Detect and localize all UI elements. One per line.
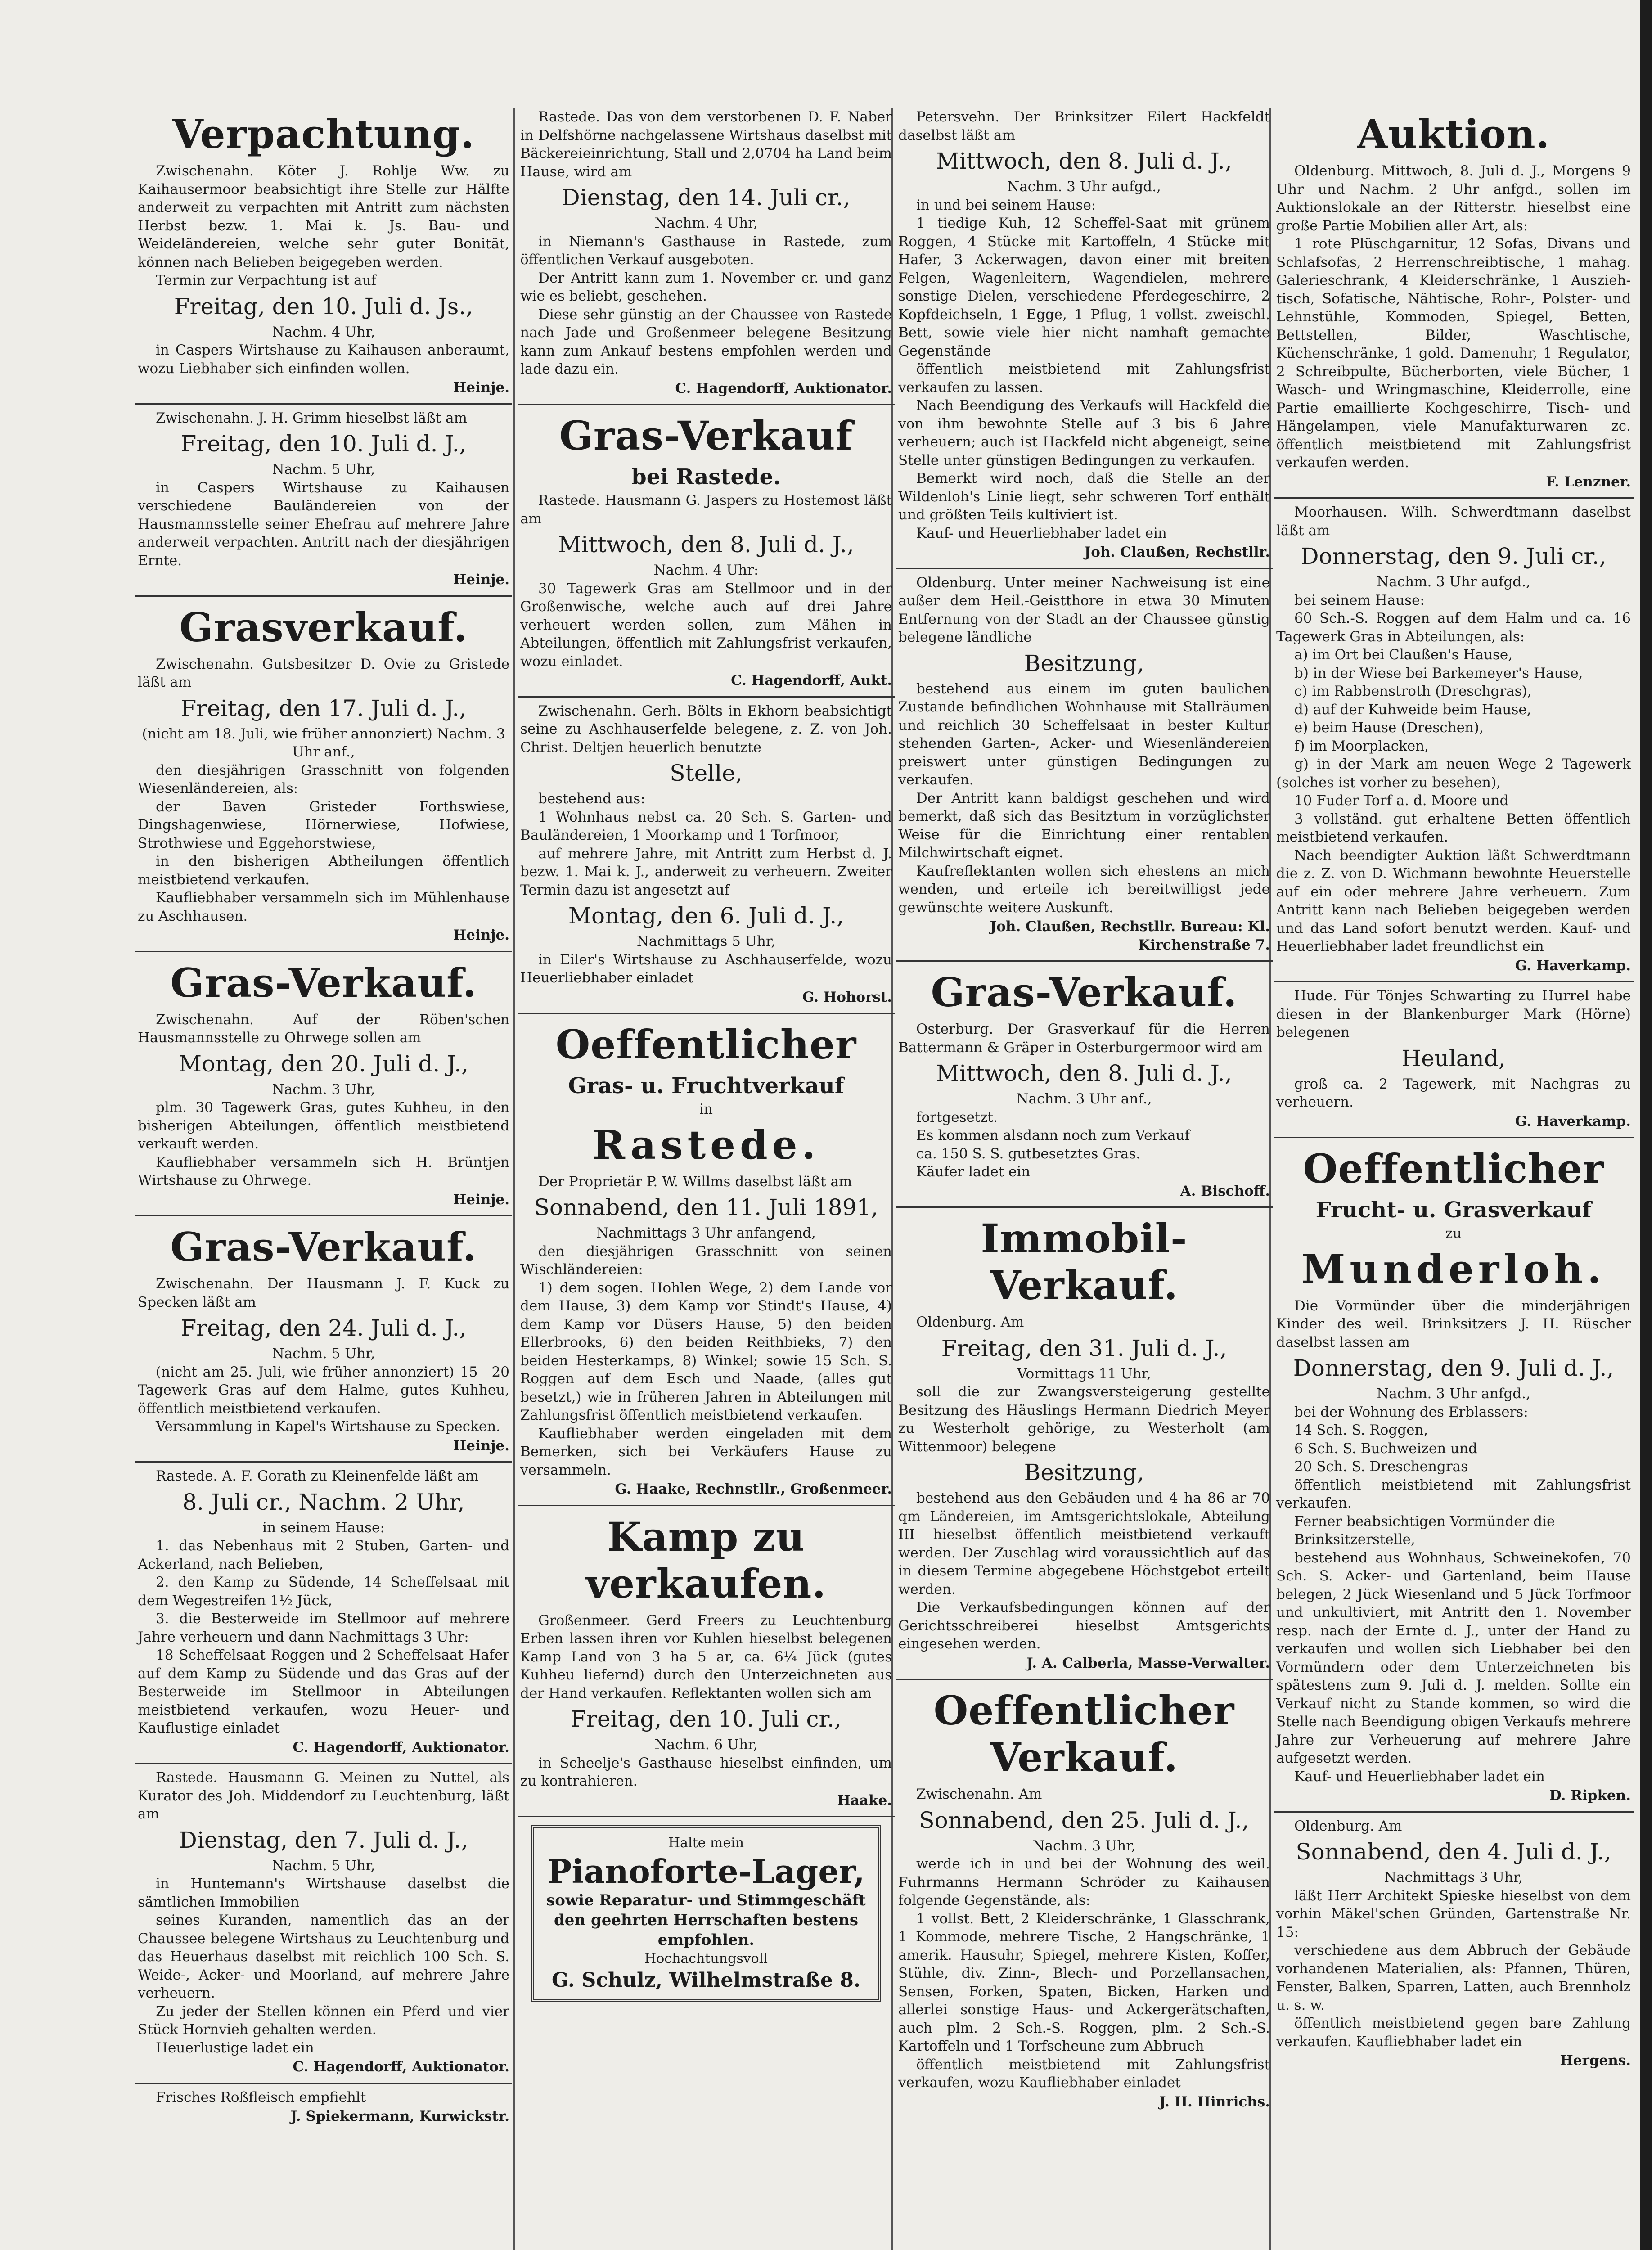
ad-signature: F. Lenzner.: [1546, 473, 1631, 490]
ad-text: öffentlich meistbietend gegen bare Zahlung verkaufen. Kaufliebhaber ladet ein: [1276, 2015, 1631, 2050]
advertisement: [135, 1462, 512, 1764]
ad-time: Nachm. 3 Uhr,: [272, 1081, 375, 1098]
ad-text: Der Antritt kann zum 1. November cr. und ganz wie es beliebt, geschehen.: [520, 270, 892, 304]
ad-signature: A. Bischoff.: [1180, 1183, 1270, 1199]
ad-text: fortgesetzt.: [916, 1109, 998, 1125]
ad-signature: Heinje.: [453, 1191, 509, 1208]
advertisement: [518, 104, 895, 405]
ad-text: Kaufliebhaber versammeln sich im Mühlenhause zu Aschhausen.: [138, 890, 509, 924]
ad-text: Rastede. Hausmann G. Jaspers zu Hostemost läßt am: [520, 492, 892, 527]
ad-text: bestehend aus Wohnhaus, Schweinekofen, 70 Sch. S. Acker- und Gartenland, beim Hause belegen, 2 Jück Wiesenland und 5 Jück Torfmoor und unkultiviert, mit Antritt den 1. November resp. nach der Ernte d. J., unter der Hand zu verkaufen und wollen sich Liebhaber bei den Vormündern oder dem Unterzeichneten bis spätestens zum 9. Juli d. J. melden. Sollte ein Verkauf nicht zu Stande kommen, so wird die Stelle nach Beendigung obigen Verkaufs mehrere Jahre zur Verheuerung auf mehrere Jahre aufgesetzt werden.: [1276, 1549, 1631, 1766]
ad-text: Brinksitzerstelle,: [1294, 1531, 1415, 1548]
ad-signature: Joh. Claußen, Rechstllr. Bureau: Kl. Kirchenstraße 7.: [990, 918, 1270, 953]
ad-signature: J. Spiekermann, Kurwickstr.: [290, 2108, 509, 2124]
column-1: [135, 104, 512, 2250]
ad-date: Freitag, den 24. Juli d. J.,: [180, 1315, 467, 1341]
ad-headline: Gras-Verkauf.: [931, 969, 1238, 1016]
advertisement: [1274, 1138, 1634, 1813]
ad-signature: C. Hagendorff, Auktionator.: [293, 2059, 509, 2075]
ad-text: Kauf- und Heuerliebhaber ladet ein: [916, 525, 1167, 541]
ad-text: Rastede. Hausmann G. Meinen zu Nuttel, als Kurator des Joh. Middendorf zu Leuchtenburg, läßt am: [138, 1769, 509, 1822]
ad-date: Donnerstag, den 9. Juli cr.,: [1301, 543, 1607, 569]
ad-text: Zwischenahn. Köter J. Rohlje Ww. zu Kaihausermoor beabsichtigt ihre Stelle zur Hälfte anderweit zu verpachten mit Antritt zum nächsten Herbst bezw. 1. Mai k. Js. Bau- und Weideländereien, welche sehr guter Bonität, können nach Belieben beigegeben werden.: [138, 163, 509, 270]
box-headline: Pianoforte-Lager,: [547, 1852, 865, 1890]
ad-text: Es kommen alsdann noch zum Verkauf: [916, 1127, 1190, 1143]
ad-signature: J. A. Calberla, Masse-Verwalter.: [1026, 1655, 1270, 1671]
ad-headline: Oeffentlicher: [1303, 1145, 1604, 1192]
ad-time: Nachm. 5 Uhr,: [272, 461, 375, 477]
column-rule: [513, 108, 515, 2250]
ad-text: Zwischenahn. Am: [916, 1786, 1042, 1802]
ad-text: Die Vormünder über die minderjährigen Kinder des weil. Brinksitzers J. H. Rüscher daselbst lassen am: [1276, 1297, 1631, 1350]
ad-time: (nicht am 18. Juli, wie früher annonziert) Nachm. 3 Uhr anf.,: [142, 725, 505, 760]
advertisement: [896, 1680, 1273, 2117]
ad-date: Stelle,: [670, 760, 743, 786]
ad-text: 3. die Besterweide im Stellmoor auf mehrere Jahre verheuern und dann Nachmittags 3 Uhr:: [138, 1611, 509, 1645]
ad-signature: Heinje.: [453, 379, 509, 396]
ad-date: Dienstag, den 7. Juli d. J.,: [179, 1827, 468, 1853]
ad-signature: Haake.: [837, 1792, 892, 1809]
ad-text: Termin zur Verpachtung ist auf: [156, 272, 377, 288]
ad-date: 8. Juli cr., Nachm. 2 Uhr,: [182, 1489, 465, 1515]
ad-text: Oldenburg. Am: [916, 1314, 1024, 1330]
ad-text: 1 rote Plüschgarnitur, 12 Sofas, Divans und Schlafsofas, 2 Herrenschreibtische, 1 mahag. Galerieschrank, 4 Kleiderschränke, 1 Auszieh-tisch, Sofatische, Nähtische, Rohr-, Polster- und Lehnstühle, Kommoden, Spiegel, Betten, Bettstellen, Bilder, Waschtische, Küchenschränke, 1 gold. Damenuhr, 1 Regulator, 2 Schreibpulte, Bücherborten, viele Bücher, 1 Wasch- und Wringmaschine, Kleiderrolle, eine Partie emaillierte Kochgeschirre, Tisch- und Hängelampen, viele Manufakturwaren zc. öffentlich meistbietend mit Zahlungsfrist verkaufen werden.: [1276, 236, 1631, 471]
ad-headline: Verpachtung.: [172, 111, 475, 158]
ad-text: Petersvehn. Der Brinksitzer Eilert Hackfeldt daselbst läßt am: [898, 109, 1270, 144]
ad-subheadline: Gras- u. Fruchtverkauf: [568, 1073, 844, 1098]
ad-signature: Heinje.: [453, 1437, 509, 1454]
ad-text: 20 Sch. S. Dreschengras: [1294, 1458, 1468, 1475]
ad-time: Nachm. 3 Uhr anfgd.,: [1377, 1386, 1530, 1402]
ad-headline: Immobil-Verkauf.: [981, 1215, 1188, 1309]
ad-text: Nach Beendigung des Verkaufs will Hackfeld die von ihm bewohnte Stelle auf 3 bis 6 Jahre verheuern; auch ist Hackfeld nicht abgeneigt, seine Stelle unter günstigen Bedingungen zu verkaufen.: [898, 397, 1270, 468]
ad-text: verschiedene aus dem Abbruch der Gebäude vorhandenen Materialien, als: Pfannen, Thüren, Fenster, Balken, Sparren, Latten, auch Brennholz u. s. w.: [1276, 1942, 1631, 2013]
ad-date: Heuland,: [1401, 1045, 1506, 1071]
ad-text: Oldenburg. Mittwoch, 8. Juli d. J., Morgens 9 Uhr und Nachm. 2 Uhr anfgd., sollen im Auktionslokale an der Ritterstr. hieselbst eine große Partie Mobilien aller Art, als:: [1276, 163, 1631, 234]
ad-signature: C. Hagendorff, Auktionator.: [293, 1739, 509, 1755]
ad-text: 18 Scheffelsaat Roggen und 2 Scheffelsaat Hafer auf dem Kamp zu Südende und das Gras auf der Besterweide im Stellmoor in Abteilungen meistbietend verkaufen, wozu Heuer- und Kauflustige einladet: [138, 1647, 509, 1736]
ad-text: der Baven Gristeder Forthswiese, Dingshagenwiese, Hörnerwiese, Hofwiese, Strothwiese und Eggehorstwiese,: [138, 798, 509, 851]
ad-date: Dienstag, den 14. Juli cr.,: [562, 184, 851, 211]
ad-text: seines Kuranden, namentlich das an der Chaussee belegene Wirtshaus zu Leuchtenburg und das Heuerhaus daselbst mit reichlich 100 Sch. S. Weide-, Acker- und Moorland, auf mehrere Jahre verheuern.: [138, 1912, 509, 2001]
advertisement: [896, 569, 1273, 962]
ad-text: den diesjährigen Grasschnitt von seinen Wischländereien:: [520, 1243, 892, 1278]
ad-signature: Heinje.: [453, 927, 509, 943]
ad-text: in und bei seinem Hause:: [916, 197, 1096, 213]
advertisement: [135, 1216, 512, 1462]
advertisement: [518, 405, 895, 698]
ad-text: 1. das Nebenhaus mit 2 Stuben, Garten- und Ackerland, nach Belieben,: [138, 1538, 509, 1572]
ad-text: 1) dem sogen. Hohlen Wege, 2) dem Lande vor dem Hause, 3) dem Kamp vor Stindt's Hause, 4) dem Kamp vor Düsers Hause, 5) den beiden Ellerbrooks, 6) den beiden Reithbieks, 7) den beiden Hesterkamps, 8) Winkel; sowie 15 Sch. S. Roggen auf dem Esch und Naade, (alles gut besetzt,) wie in früheren Jahren in Abteilungen mit Zahlungsfrist öffentlich meistbietend verkaufen.: [520, 1279, 892, 1423]
ad-text: Kaufliebhaber versammeln sich H. Brüntjen Wirtshause zu Ohrwege.: [138, 1154, 509, 1188]
ad-text: 10 Fuder Torf a. d. Moore und: [1294, 792, 1509, 809]
ad-text: Moorhausen. Wilh. Schwerdtmann daselbst läßt am: [1276, 504, 1631, 539]
ad-text: Zwischenahn. Auf der Röben'schen Hausmannsstelle zu Ohrwege sollen am: [138, 1011, 509, 1046]
ad-text: den diesjährigen Grasschnitt von folgenden Wiesenländereien, als:: [138, 762, 509, 796]
advertisement: [135, 952, 512, 1217]
ad-text: in Caspers Wirtshause zu Kaihausen anberaumt, wozu Liebhaber sich einfinden wollen.: [138, 342, 509, 377]
advertisement: [518, 698, 895, 1014]
ad-date: Mittwoch, den 8. Juli d. J.,: [936, 148, 1232, 174]
ad-headline: Gras-Verkauf: [559, 412, 853, 459]
ad-text: b) in der Wiese bei Barkemeyer's Hause,: [1294, 665, 1583, 681]
ad-text: Kauf- und Heuerliebhaber ladet ein: [1294, 1768, 1545, 1785]
ad-signature: Heinje.: [453, 572, 509, 588]
piano-advertisement-box: [531, 1825, 881, 2002]
ad-time: Nachmittags 3 Uhr anfangend,: [596, 1225, 816, 1241]
ad-time: Vormittags 11 Uhr,: [1017, 1365, 1151, 1382]
ad-place-headline: Munderloh.: [1301, 1245, 1606, 1292]
ad-date: Sonnabend, den 11. Juli 1891,: [534, 1194, 878, 1220]
box-line: sowie Reparatur- und Stimmgeschäft den geehrten Herrschaften bestens empfohlen.: [546, 1891, 866, 1949]
ad-text: Zwischenahn. Gutsbesitzer D. Ovie zu Gristede läßt am: [138, 656, 509, 690]
ad-text: in Caspers Wirtshause zu Kaihausen verschiedene Bauländereien von der Hausmannsstelle seiner Ehefrau auf mehrere Jahre anderweit verpachten. Antritt nach der diesjährigen Ernte.: [138, 479, 509, 569]
ad-text: Die Verkaufsbedingungen können auf der Gerichtsschreiberei hieselbst Amtsgerichts eingesehen werden.: [898, 1599, 1270, 1652]
column-3: [896, 104, 1273, 2250]
ad-text: Großenmeer. Gerd Freers zu Leuchtenburg Erben lassen ihren vor Kuhlen hieselbst belegenen Kamp Land von 3 ha 5 ar, ca. 6¼ Jück (gutes Kuhheu liefernd) durch den Unterzeichneten aus der Hand verkaufen. Reflektanten wollen sich am: [520, 1612, 892, 1701]
ad-text: in Scheelje's Gasthause hieselbst einfinden, um zu kontrahieren.: [520, 1755, 892, 1789]
advertisement: [135, 1764, 512, 2084]
ad-date: Donnerstag, den 9. Juli d. J.,: [1293, 1355, 1614, 1381]
ad-text: ca. 150 S. S. gutbesetztes Gras.: [916, 1145, 1141, 1162]
ad-text: 1 vollst. Bett, 2 Kleiderschränke, 1 Glasschrank, 1 Kommode, mehrere Tische, 2 Hangschränke, 1 amerik. Hausuhr, Spiegel, mehrere Kisten, Koffer, Stühle, div. Zinn-, Blech- und Porzellansachen, Sensen, Forken, Spaten, Bicken, Harken und allerlei sonstige Haus- und Ackergerätschaften, auch plm. 2 Sch.-S. Roggen, plm. 2 Sch.-S. Kartoffeln und 1 Torfscheune zum Abbruch: [898, 1910, 1270, 2054]
ad-text: Bemerkt wird noch, daß die Stelle an der Wildenloh's Linie liegt, sehr schweren Torf enthält und größten Teils kultiviert ist.: [898, 470, 1270, 523]
ad-text: Zwischenahn. J. H. Grimm hieselbst läßt am: [156, 410, 468, 426]
ad-date: Mittwoch, den 8. Juli d. J.,: [936, 1060, 1232, 1086]
advertisement: [1274, 982, 1634, 1138]
ad-text: bestehend aus einem im guten baulichen Zustande befindlichen Wohnhause mit Stallräumen und reichlich 30 Scheffelsaat in bester Kultur stehenden Garten-, Acker- und Wiesenländereien preiswert unter günstigen Bedingungen zu verkaufen.: [898, 680, 1270, 788]
ad-date: Freitag, den 17. Juli d. J.,: [180, 695, 467, 721]
ad-text: Zwischenahn. Gerh. Bölts in Ekhorn beabsichtigt seine zu Aschhauserfelde belegene, z. Z. von Joh. Christ. Deltjen heuerlich benutzte: [520, 702, 892, 756]
ad-text: werde ich in und bei der Wohnung des weil. Fuhrmanns Hermann Schröder zu Kaihausen folgende Gegenstände, als:: [898, 1856, 1270, 1908]
ad-headline: Oeffentlicher Verkauf.: [933, 1687, 1235, 1781]
ad-signature: G. Haverkamp.: [1515, 1113, 1631, 1130]
ad-time: Nachm. 3 Uhr anf.,: [1016, 1091, 1152, 1107]
advertisement: [1274, 1813, 1634, 2076]
ad-time: Nachmittags 3 Uhr,: [1384, 1869, 1523, 1886]
ad-text: Kaufliebhaber werden eingeladen mit dem Bemerken, sich bei Verkäufers Hause zu versammeln.: [520, 1425, 892, 1478]
ad-text: Oldenburg. Unter meiner Nachweisung ist eine außer dem Heil.-Geistthore in etwa 30 Minuten Entfernung von der Stadt an der Chaussee günstig belegene ländliche: [898, 574, 1270, 645]
ad-text: Versammlung in Kapel's Wirtshause zu Specken.: [156, 1418, 501, 1435]
ad-text: plm. 30 Tagewerk Gras, gutes Kuhheu, in den bisherigen Abteilungen, öffentlich meistbietend verkauft werden.: [138, 1099, 509, 1152]
ad-text: Heuerlustige ladet ein: [156, 2039, 314, 2056]
ad-text: Diese sehr günstig an der Chaussee von Rastede nach Jade und Großenmeer belegene Besitzung kann zum Ankauf bestens empfohlen werden und lade dazu ein.: [520, 306, 892, 377]
ad-text: in Niemann's Gasthause in Rastede, zum öffentlichen Verkauf ausgeboten.: [520, 233, 892, 268]
ad-text: 30 Tagewerk Gras am Stellmoor und in der Großenwische, welche auch auf drei Jahre verheuert werden sollen, zum Mähen in Abteilungen, öffentlich mit Zahlungsfrist verkaufen, wozu einladet.: [520, 580, 892, 670]
ad-text: läßt Herr Architekt Spieske hieselbst von dem vorhin Mäkel'schen Gründen, Gartenstraße Nr. 15:: [1276, 1887, 1631, 1940]
ad-headline: Oeffentlicher: [555, 1021, 857, 1068]
ad-date: Freitag, den 10. Juli d. J.,: [180, 431, 467, 457]
ad-date: Besitzung,: [1024, 650, 1144, 676]
ad-time: Nachm. 3 Uhr aufgd.,: [1007, 179, 1161, 195]
ad-text: Osterburg. Der Grasverkauf für die Herren Battermann & Gräper in Osterburgermoor wird am: [898, 1021, 1270, 1056]
ad-signature: J. H. Hinrichs.: [1159, 2093, 1270, 2110]
advertisement: [135, 405, 512, 597]
ad-text: in den bisherigen Abtheilungen öffentlich meistbietend verkaufen.: [138, 853, 509, 888]
ad-text: bestehend aus:: [538, 791, 645, 807]
advertisement: [1274, 104, 1634, 499]
ad-headline: Gras-Verkauf.: [170, 1224, 477, 1270]
column-4: [1274, 104, 1634, 2250]
advertisement: [135, 2084, 512, 2132]
advertisement: [896, 1208, 1273, 1680]
ad-subheadline: bei Rastede.: [631, 464, 781, 490]
ad-text: soll die zur Zwangsversteigerung gestellte Besitzung des Häuslings Hermann Diedrich Meyer zu Westerholt gehörige, zu Westerholt (am Wittenmoor) belegene: [898, 1384, 1270, 1455]
ad-time: Nachmittags 5 Uhr,: [636, 933, 776, 950]
ad-text: (nicht am 25. Juli, wie früher annonziert) 15—20 Tagewerk Gras auf dem Halme, gutes Kuhheu, öffentlich meistbietend verkaufen.: [138, 1364, 509, 1417]
ad-text: Nach beendigter Auktion läßt Schwerdtmann die z. Z. von D. Wichmann bewohnte Heuerstelle auf ein oder mehrere Jahre verheuern. Zum Antritt kann nach Belieben beigegeben werden und das Land sofort benutzt werden. Kauf- und Heuerliebhaber ladet freundlichst ein: [1276, 847, 1631, 954]
ad-text: Rastede. Das von dem verstorbenen D. F. Naber in Delfshörne nachgelassene Wirtshaus daselbst mit Bäckereieinrichtung, Stall und 2,0704 ha Land beim Hause, wird am: [520, 109, 892, 180]
ad-text: 6 Sch. S. Buchweizen und: [1294, 1440, 1477, 1457]
ad-time: Nachm. 6 Uhr,: [654, 1737, 758, 1753]
ad-text: öffentlich meistbietend mit Zahlungsfrist verkaufen zu lassen.: [898, 361, 1270, 396]
ad-date: Freitag, den 10. Juli cr.,: [571, 1706, 842, 1732]
ad-text: in Huntemann's Wirtshause daselbst die sämtlichen Immobilien: [138, 1876, 509, 1910]
ad-signature: Joh. Claußen, Rechstllr.: [1084, 544, 1270, 560]
ad-subheadline: in: [699, 1101, 713, 1117]
ad-time: Nachm. 4 Uhr,: [272, 324, 375, 340]
ad-headline: Kamp zu verkaufen.: [586, 1513, 826, 1607]
ad-text: bestehend aus den Gebäuden und 4 ha 86 ar 70 qm Ländereien, im Amtsgerichtslokale, Abteilung III hieselbst öffentlich meistbietend verkauft werden. Der Zuschlag wird voraussichtlich auf das in diesem Termine abgegebene Höchstgebot erteilt werden.: [898, 1490, 1270, 1598]
ad-place-headline: Rastede.: [592, 1121, 820, 1168]
ad-text: 3 vollständ. gut erhaltene Betten öffentlich meistbietend verkaufen.: [1276, 810, 1631, 845]
ad-text: öffentlich meistbietend mit Zahlungsfrist verkaufen, wozu Kaufliebhaber einladet: [898, 2056, 1270, 2091]
ad-date: Freitag, den 31. Juli d. J.,: [941, 1335, 1227, 1361]
ad-subheadline: zu: [1445, 1225, 1462, 1242]
advertisement: [518, 1014, 895, 1506]
ad-text: öffentlich meistbietend mit Zahlungsfrist verkaufen.: [1276, 1476, 1631, 1511]
ad-date: Besitzung,: [1024, 1459, 1144, 1485]
ad-text: a) im Ort bei Claußen's Hause,: [1294, 647, 1513, 663]
ad-subheadline: Frucht- u. Grasverkauf: [1315, 1197, 1592, 1223]
ad-text: c) im Rabbenstroth (Dreschgras),: [1294, 683, 1532, 699]
ad-headline: Auktion.: [1357, 111, 1550, 158]
ad-time: Nachm. 5 Uhr,: [272, 1857, 375, 1874]
ad-time: Nachm. 3 Uhr,: [1032, 1837, 1136, 1854]
ad-text: 1 tiedige Kuh, 12 Scheffel-Saat mit grünem Roggen, 4 Stücke mit Kartoffeln, 4 Stücke mit Hafer, 3 Ackerwagen, davon einer mit breiten Felgen, Wagenleitern, Wagendielen, mehrere sonstige Dielen, verschiedene Pferdegeschirre, 2 Kopfdeichseln, 1 Egge, 1 Pflug, 1 vollst. zweischl. Bett, sowie viele hier nicht namhaft gemachte Gegenstände: [898, 215, 1270, 359]
ad-text: in Eiler's Wirtshause zu Aschhauserfelde, wozu Heuerliebhaber einladet: [520, 951, 892, 986]
ad-text: bei seinem Hause:: [1294, 592, 1425, 608]
ad-time: Nachm. 5 Uhr,: [272, 1346, 375, 1362]
ad-text: 1 Wohnhaus nebst ca. 20 Sch. S. Garten- und Bauländereien, 1 Moorkamp und 1 Torfmoor,: [520, 809, 892, 843]
ad-time: Nachm. 4 Uhr:: [653, 562, 759, 578]
ad-text: bei der Wohnung des Erblassers:: [1294, 1404, 1528, 1420]
ad-date: Montag, den 20. Juli d. J.,: [178, 1050, 469, 1077]
advertisement: [135, 104, 512, 405]
ad-text: Rastede. A. F. Gorath zu Kleinenfelde läßt am: [156, 1468, 479, 1484]
ad-text: Hude. Für Tönjes Schwarting zu Hurrel habe diesen in der Blankenburger Mark (Hörne) belegenen: [1276, 988, 1631, 1040]
advertisement: [1274, 499, 1634, 982]
ad-signature: Hergens.: [1560, 2052, 1631, 2069]
ad-signature: G. Haverkamp.: [1515, 957, 1631, 974]
ad-text: auf mehrere Jahre, mit Antritt zum Herbst d. J. bezw. 1. Mai k. J., anderweit zu verheuern. Zweiter Termin dazu ist angesetzt auf: [520, 845, 892, 898]
column-2: [518, 104, 895, 2250]
ad-text: 2. den Kamp zu Südende, 14 Scheffelsaat mit dem Wegestreifen 1½ Jück,: [138, 1574, 509, 1609]
ad-text: e) beim Hause (Dreschen),: [1294, 720, 1484, 736]
ad-signature: D. Ripken.: [1549, 1787, 1631, 1804]
ad-signature: G. Hohorst.: [802, 989, 892, 1005]
ad-headline: Grasverkauf.: [179, 603, 468, 651]
ad-text: groß ca. 2 Tagewerk, mit Nachgras zu verheuern.: [1276, 1076, 1631, 1110]
ad-signature: C. Hagendorff, Auktionator.: [675, 380, 892, 396]
scan-edge: [1640, 0, 1652, 2250]
ad-date: Sonnabend, den 4. Juli d. J.,: [1296, 1839, 1611, 1865]
ad-text: 60 Sch.-S. Roggen auf dem Halm und ca. 16 Tagewerk Gras in Abteilungen, als:: [1276, 610, 1631, 645]
ad-text: Oldenburg. Am: [1294, 1818, 1402, 1834]
advertisement: [896, 104, 1273, 569]
advertisement: [518, 1506, 895, 1818]
box-line: Hochachtungsvoll: [644, 1950, 768, 1966]
ad-time: in seinem Hause:: [262, 1519, 385, 1536]
ad-text: Käufer ladet ein: [916, 1164, 1031, 1180]
ad-date: Montag, den 6. Juli d. J.,: [568, 903, 844, 929]
ad-headline: Gras-Verkauf.: [170, 959, 477, 1006]
ad-text: f) im Moorplacken,: [1294, 738, 1429, 754]
ad-signature: G. Haake, Rechnstllr., Großenmeer.: [615, 1481, 892, 1497]
ad-text: 14 Sch. S. Roggen,: [1294, 1422, 1428, 1438]
box-line: Halte mein: [668, 1835, 744, 1851]
ad-signature: C. Hagendorff, Aukt.: [731, 672, 892, 688]
advertisement: [135, 597, 512, 952]
ad-text: d) auf der Kuhweide beim Hause,: [1294, 701, 1531, 718]
ad-time: Nachm. 4 Uhr,: [654, 215, 758, 231]
ad-text: Frisches Roßfleisch empfiehlt: [156, 2089, 366, 2106]
ad-text: Kaufreflektanten wollen sich ehestens an mich wenden, und erteile ich bereitwilligst jede gewünschte weitere Auskunft.: [898, 863, 1270, 916]
ad-text: Zwischenahn. Der Hausmann J. F. Kuck zu Specken läßt am: [138, 1276, 509, 1310]
ad-date: Mittwoch, den 8. Juli d. J.,: [558, 531, 854, 558]
ad-text: Zu jeder der Stellen können ein Pferd und vier Stück Hornvieh gehalten werden.: [138, 2003, 509, 2038]
ad-time: Nachm. 3 Uhr aufgd.,: [1377, 574, 1530, 590]
advertisement: [896, 962, 1273, 1208]
ad-text: Ferner beabsichtigen Vormünder die: [1294, 1513, 1555, 1530]
ad-date: Freitag, den 10. Juli d. Js.,: [174, 293, 473, 320]
ad-text: Der Proprietär P. W. Willms daselbst läßt am: [538, 1173, 852, 1190]
box-signature: G. Schulz, Wilhelmstraße 8.: [551, 1969, 861, 1992]
ad-date: Sonnabend, den 25. Juli d. J.,: [919, 1807, 1249, 1833]
ad-text: g) in der Mark am neuen Wege 2 Tagewerk (solches ist vorher zu besehen),: [1276, 756, 1631, 791]
ad-text: Der Antritt kann baldigst geschehen und wird bemerkt, daß sich das Besitztum in vorzüglichster Weise für die Einrichtung einer rentablen Milchwirtschaft eignet.: [898, 790, 1270, 861]
